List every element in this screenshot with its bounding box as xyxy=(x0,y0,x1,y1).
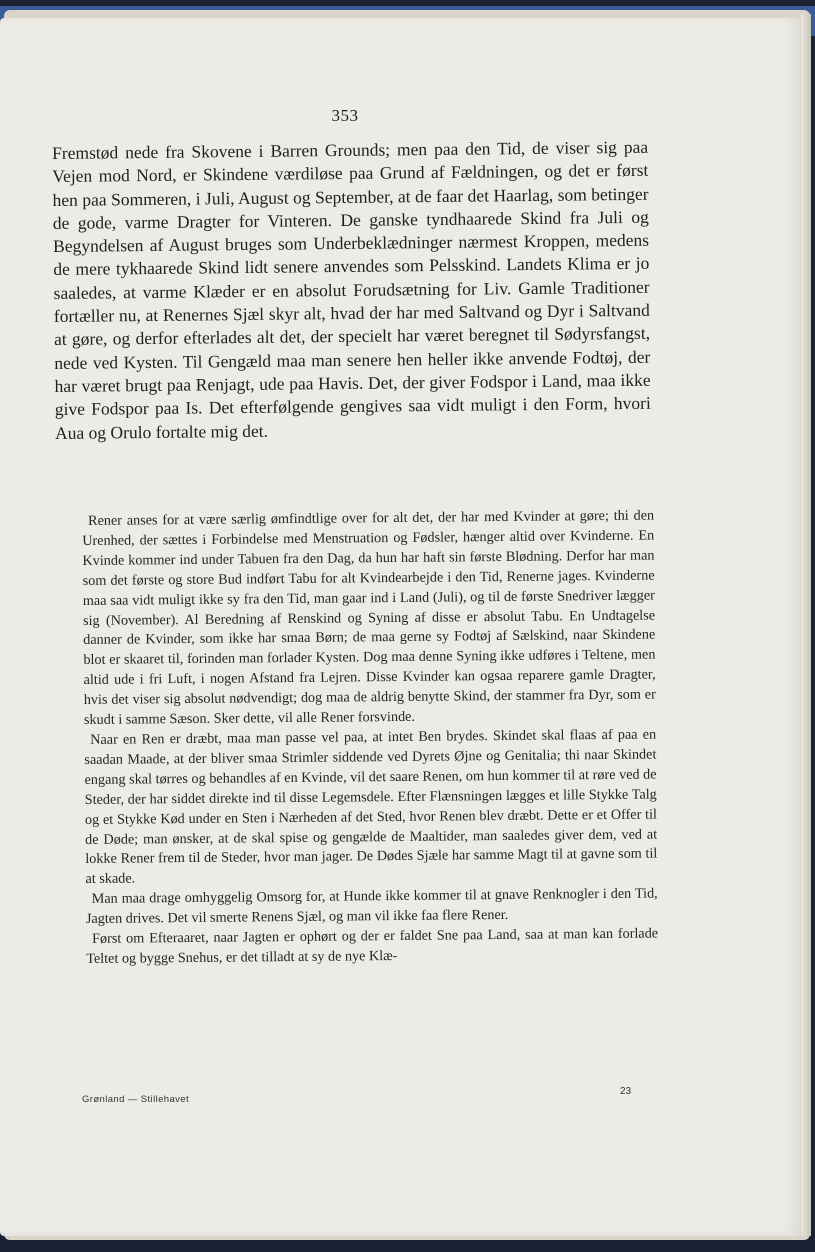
main-text-block xyxy=(52,136,651,445)
note-paragraph: Man maa drage omhyggelig Omsorg for, at Hunde ikke kommer til at gnave Renknogler i den Tid, Jagten drives. Det vil smerte Renens Sjæl, og man vil ikke faa flere Rener. xyxy=(85,885,658,928)
note-paragraph: Naar en Ren er dræbt, maa man passe vel paa, at intet Ben brydes. Skindet skal flaas af paa en saadan Maade, at der bliver smaa Strimler siddende ved Dyrets Øjne og Genitalia; thi naar Skindet engang skal tørres og behandles af en Kvinde, vil det saare Renen, om hun kommer til at røre ved de Steder, der har siddet direkte ind til disse Legemsdele. Efter Flænsningen lægges et lille Stykke Talg og et Stykke Kød under en Sten i Nærheden af det Sted, hvor Renen blev dræbt. Dette er et Offer til de Døde; man ønsker, at de skal spise og gengælde de Maaltider, man saaledes giver dem, ved at lokke Rener frem til de Steder, hvor man jager. De Dødes Sjæle har samme Magt til at gavne som til at skade. xyxy=(84,726,658,888)
notes-block xyxy=(82,507,658,970)
page-number: 353 xyxy=(331,106,359,125)
book-page xyxy=(0,18,800,1236)
page-edge xyxy=(801,14,811,1236)
sheet-number: 23 xyxy=(620,1086,632,1097)
main-paragraph: Fremstød nede fra Skovene i Barren Grounds; men paa den Tid, de viser sig paa Vejen mod Nord, er Skindene værdiløse paa Grund af Fældningen, og det er først hen paa Sommeren, i Juli, August og September, at de faar det Haarlag, som betinger de gode, varme Dragter for Vinteren. De ganske tyndhaarede Skind fra Juli og Begyndelsen af August bruges som Underbeklædninger nærmest Kroppen, medens de mere tykhaarede Skind lidt senere anvendes som Pelsskind. Landets Klima er jo saaledes, at varme Klæder er en absolut Forudsætning for Liv. Gamle Traditioner fortæller nu, at Renernes Sjæl skyr alt, hvad der har med Saltvand og Dyr i Saltvand at gøre, og derfor efterlades alt det, der specielt har været beregnet til Sødyrsfangst, nede ved Kysten. Til Gengæld maa man senere hen heller ikke anvende Fodtøj, der har været brugt paa Renjagt, ude paa Havis. Det, der giver Fodspor i Land, maa ikke give Fodspor paa Is. Det efterfølgende gengives saa vidt muligt i den Form, hvori Aua og Orulo fortalte mig det. xyxy=(52,136,651,443)
note-paragraph: Først om Efteraaret, naar Jagten er ophørt og der er faldet Sne paa Land, saa at man kan forlade Teltet og bygge Snehus, er det tilladt at sy de nye Klæ- xyxy=(86,925,659,967)
note-paragraph: Rener anses for at være særlig ømfindtlige over for alt det, der har med Kvinder at gøre; thi den Urenhed, der sættes i Forbindelse med Menstruation og Fødsler, hænger altid over Kvinderne. En Kvinde kommer ind under Tabuen fra den Dag, da hun har haft sin første Blødning. Derfor har man som det første og store Bud indført Tabu for alt Kvindearbejde i den Tid, Renerne jages. Kvinderne maa saa vidt muligt ikke sy fra den Tid, man gaar ind i Land (Juli), og til de første Snedriver lægger sig (November). Al Beredning af Renskind og Syning af disse er absolut Tabu. En Undtagelse danner de Kvinder, som ikke har smaa Børn; de maa gerne sy Fodtøj af Sælskind, naar Skindene blot er skaaret til, forinden man forlader Kysten. Dog maa denne Syning ikke udføres i Teltene, men altid ude i fri Luft, i nogen Afstand fra Lejren. Disse Kvinder kan ogsaa reparere gamle Dragter, hvis det viser sig absolut nødvendigt; dog maa de aldrig benytte Skind, der stammer fra Dyr, som er skudt i samme Sæson. Sker dette, vil alle Rener forsvinde. xyxy=(82,507,656,729)
signature-mark: Grønland — Stillehavet xyxy=(82,1094,190,1105)
